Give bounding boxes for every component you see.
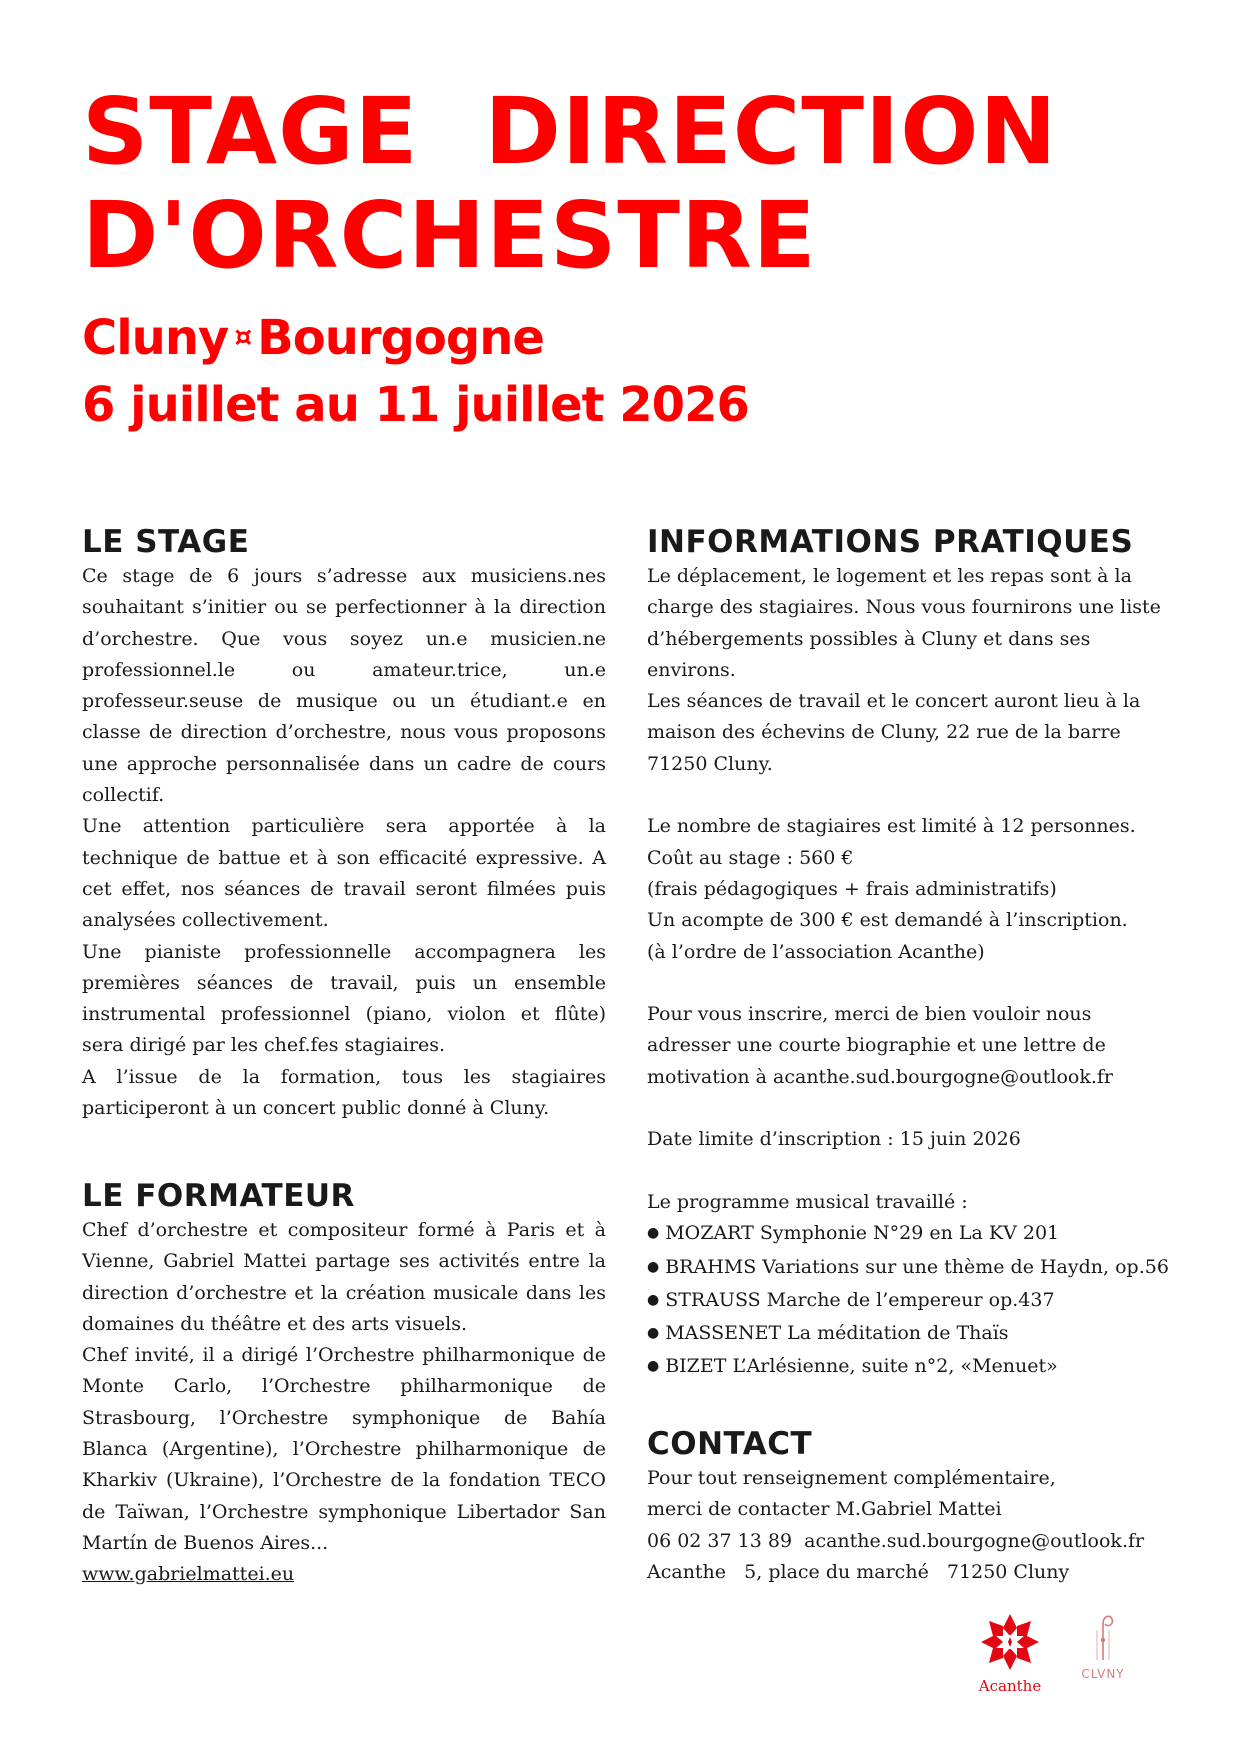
infos-section: [647, 523, 1167, 1385]
deposit-note: (à l’ordre de l’association Acanthe): [647, 940, 985, 963]
formateur-body: [82, 1215, 606, 1591]
stage-paragraph: Une attention particulière sera apportée à la technique de battue et à son efficacité expressive. A cet effet, nos séances de travail seront filmées puis analysées collectivement.: [82, 815, 606, 932]
acanthe-logo: [975, 1612, 1045, 1695]
website-link[interactable]: www.gabrielmattei.eu: [82, 1563, 295, 1586]
cost-note: (frais pédagogiques + frais administratifs): [647, 877, 1057, 900]
title-line-1: STAGE DIRECTION: [82, 78, 1058, 185]
contact-address: Acanthe 5, place du marché 71250 Cluny: [647, 1560, 1070, 1583]
contact-phone-email[interactable]: 06 02 37 13 89 acanthe.sud.bourgogne@outlook.fr: [647, 1529, 1145, 1552]
formateur-heading: LE FORMATEUR: [82, 1178, 355, 1214]
deadline: Date limite d’inscription : 15 juin 2026: [647, 1128, 1021, 1151]
infos-paragraph: Les séances de travail et le concert auront lieu à la maison des échevins de Cluny, 22 rue de la barre 71250 Cluny.: [647, 690, 1141, 775]
subtitle: [82, 306, 749, 437]
list-item: ● MOZART Symphonie N°29 en La KV 201: [647, 1218, 1167, 1251]
stage-heading: LE STAGE: [82, 524, 250, 560]
separator-icon: ¤: [234, 320, 252, 353]
list-item: ● MASSENET La méditation de Thaïs: [647, 1318, 1167, 1351]
stage-paragraph: Ce stage de 6 jours s’adresse aux musiciens.nes souhaitant s’initier ou se perfectionner à la direction d’orchestre. Que vous soyez un.e musicien.ne professionnel.le ou amateur.trice, un.e professeur.seuse de musique ou un étudiant.e en classe de direction d’orchestre, nous vous proposons une approche personnalisée dans un cadre de cours collectif.: [82, 565, 606, 807]
location-town: Cluny: [82, 310, 229, 366]
list-item: ● STRAUSS Marche de l’empereur op.437: [647, 1285, 1167, 1318]
contact-line: merci de contacter M.Gabriel Mattei: [647, 1498, 1002, 1521]
title-line-2: D'ORCHESTRE: [82, 182, 817, 289]
page-title: [82, 80, 1058, 288]
registration-info: Pour vous inscrire, merci de bien vouloir nous adresser une courte biographie et une lettre de motivation à acanthe.sud.bourgogne@outlook.fr: [647, 1003, 1114, 1088]
infos-body: [647, 561, 1167, 1385]
cluny-logo-caption: CLVNY: [1081, 1667, 1125, 1681]
contact-section: [647, 1425, 1167, 1588]
infos-heading: INFORMATIONS PRATIQUES: [647, 524, 1134, 560]
formateur-paragraph: Chef d’orchestre et compositeur formé à Paris et à Vienne, Gabriel Mattei partage ses activités entre la direction d’orchestre et la création musicale dans les domaines du théâtre et des arts visuels.: [82, 1219, 606, 1335]
deposit: Un acompte de 300 € est demandé à l’inscription.: [647, 909, 1128, 932]
stage-paragraph: A l’issue de la formation, tous les stagiaires participeront à un concert public donné à Cluny.: [82, 1065, 606, 1120]
program-list: [647, 1218, 1167, 1384]
list-item: ● BRAHMS Variations sur une thème de Haydn, op.56: [647, 1252, 1167, 1285]
location-region: Bourgogne: [257, 310, 544, 366]
acanthe-logo-caption: Acanthe: [978, 1677, 1042, 1695]
location-line: [82, 306, 749, 373]
formateur-paragraph: Chef invité, il a dirigé l’Orchestre philharmonique de Monte Carlo, l’Orchestre philharmonique de Strasbourg, l’Orchestre symphonique de Bahía Blanca (Argentine), l’Orchestre philharmonique de Kharkiv (Ukraine), l’Orchestre de la fondation TECO de Taïwan, l’Orchestre symphonique Libertador San Martín de Buenos Aires...: [82, 1344, 606, 1554]
list-item: ● BIZET L’Arlésienne, suite n°2, «Menuet»: [647, 1351, 1167, 1384]
participant-limit: Le nombre de stagiaires est limité à 12 personnes.: [647, 815, 1136, 838]
stage-section: [82, 523, 606, 1124]
cluny-crozier-icon: [1088, 1610, 1118, 1662]
cost: Coût au stage : 560 €: [647, 846, 854, 869]
infos-paragraph: Le déplacement, le logement et les repas sont à la charge des stagiaires. Nous vous fournirons une liste d’hébergements possibles à Cluny et dans ses environs.: [647, 565, 1161, 681]
contact-body: [647, 1463, 1167, 1588]
program-intro: Le programme musical travaillé :: [647, 1190, 968, 1213]
formateur-section: [82, 1177, 606, 1591]
contact-line: Pour tout renseignement complémentaire,: [647, 1467, 1056, 1489]
stage-paragraph: Une pianiste professionnelle accompagnera les premières séances de travail, puis un ensemble instrumental professionnel (piano, violon et flûte) sera dirigé par les chef.fes stagiaires.: [82, 940, 606, 1057]
contact-heading: CONTACT: [647, 1426, 813, 1462]
dates-line: 6 juillet au 11 juillet 2026: [82, 377, 749, 433]
acanthe-flower-icon: [979, 1612, 1041, 1672]
stage-body: [82, 561, 606, 1124]
cluny-logo: [1075, 1610, 1131, 1681]
